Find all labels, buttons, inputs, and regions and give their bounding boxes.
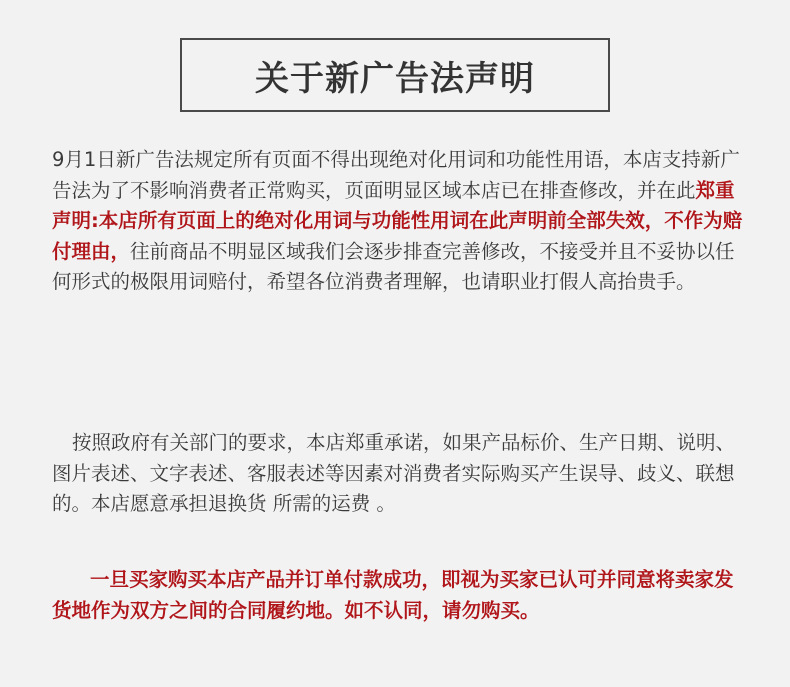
page-title: 关于新广告法声明 <box>255 58 535 99</box>
title-box <box>180 38 610 112</box>
commitment-paragraph: 按照政府有关部门的要求，本店郑重承诺，如果产品标价、生产日期、说明、图片表述、文字表述、客服表述等因素对消费者实际购买产生误导、歧义、联想的。本店愿意承担退换货 所需的运费 。 <box>52 431 736 515</box>
agreement-paragraph: 一旦买家购买本店产品并订单付款成功，即视为买家已认可并同意将卖家发货地作为双方之间的合同履约地。如不认同，请勿购买。 <box>52 568 734 622</box>
notice-outro: 往前商品不明显区域我们会逐步排查完善修改，不接受并且不妥协以任何形式的极限用词赔付，希望各位消费者理解，也请职业打假人高抬贵手。 <box>52 239 735 293</box>
notice-paragraph <box>52 145 752 298</box>
notice-highlight: 郑重声明:本店所有页面上的绝对化用词与功能性用词在此声明前全部失效，不作为赔付理由， <box>52 178 743 263</box>
notice-intro: 9月1日新广告法规定所有页面不得出现绝对化用词和功能性用语，本店支持新广告法为了不影响消费者正常购买，页面明显区域本店已在排查修改，并在此 <box>52 148 740 202</box>
